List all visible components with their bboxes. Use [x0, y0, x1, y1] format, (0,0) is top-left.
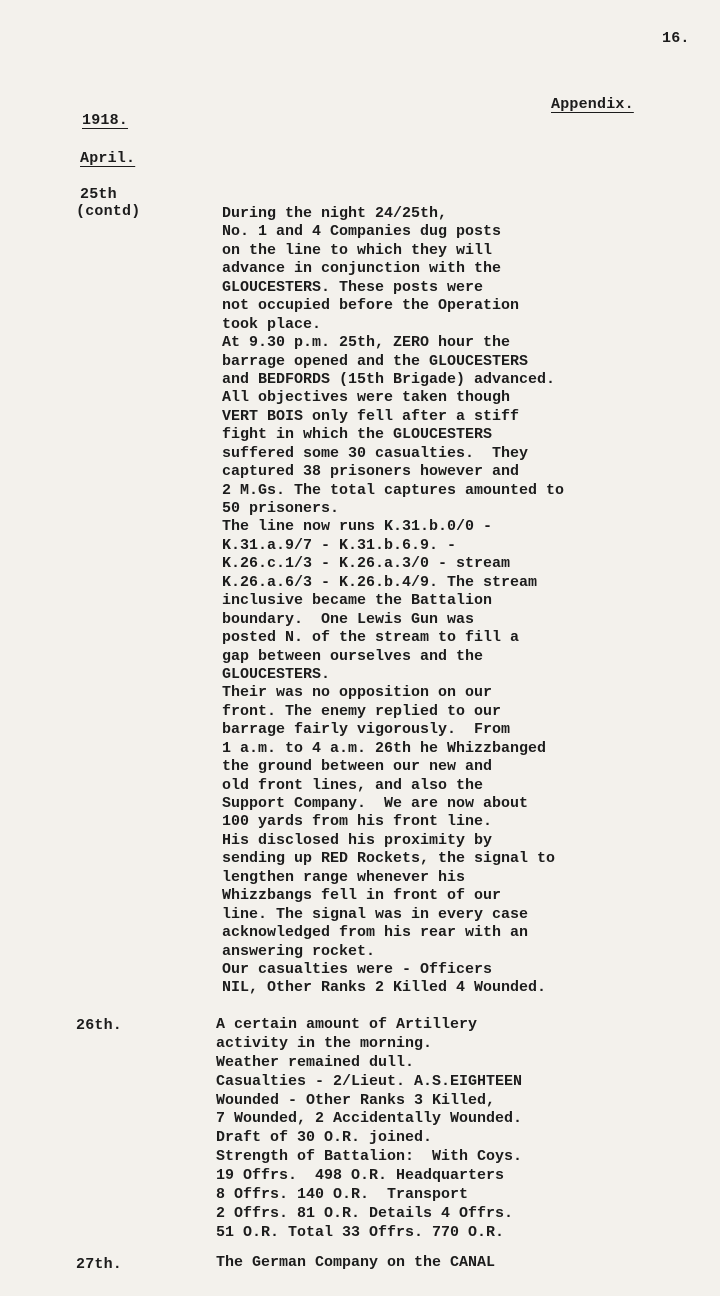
- entry-line: 1 a.m. to 4 a.m. 26th he Whizzbanged: [222, 739, 547, 757]
- entry-line: activity in the morning.: [216, 1034, 433, 1052]
- entry-line: acknowledged from his rear with an: [222, 924, 529, 942]
- entry-line: The line now runs K.31.b.0/0 -: [222, 518, 493, 536]
- entry-line: took place.: [222, 315, 322, 333]
- entry-line: not occupied before the Operation: [222, 297, 520, 315]
- entry-line: barrage fairly vigorously. From: [222, 721, 511, 739]
- entry-line: gap between ourselves and the: [222, 647, 484, 665]
- entry-body-27: [216, 1254, 495, 1272]
- entry-line: the ground between our new and: [222, 758, 493, 776]
- entry-line: posted N. of the stream to fill a: [222, 629, 520, 647]
- entry-line: GLOUCESTERS.: [222, 665, 331, 683]
- entry-date-25: 25th: [80, 186, 117, 203]
- entry-line: fight in which the GLOUCESTERS: [222, 426, 493, 444]
- entry-line: Strength of Battalion: With Coys.: [216, 1148, 523, 1166]
- entry-date-27: 27th.: [76, 1256, 123, 1273]
- entry-line: 2 M.Gs. The total captures amounted to: [222, 481, 565, 499]
- entry-line: His disclosed his proximity by: [222, 831, 493, 849]
- page-number: 16.: [662, 30, 690, 47]
- entry-line: K.26.a.6/3 - K.26.b.4/9. The stream: [222, 573, 538, 591]
- entry-date-26: 26th.: [76, 1017, 123, 1034]
- entry-line: 19 Offrs. 498 O.R. Headquarters: [216, 1167, 505, 1185]
- entry-date-note-25: (contd): [76, 203, 141, 220]
- year-heading: 1918.: [82, 112, 129, 129]
- entry-line: All objectives were taken though: [222, 389, 511, 407]
- entry-line: captured 38 prisoners however and: [222, 463, 520, 481]
- appendix-heading: Appendix.: [551, 96, 634, 113]
- entry-line: Casualties - 2/Lieut. A.S.EIGHTEEN: [216, 1072, 523, 1090]
- entry-line: answering rocket.: [222, 942, 376, 960]
- entry-line: old front lines, and also the: [222, 776, 484, 794]
- entry-line: VERT BOIS only fell after a stiff: [222, 407, 520, 425]
- entry-line: 8 Offrs. 140 O.R. Transport: [216, 1186, 469, 1204]
- entry-line: barrage opened and the GLOUCESTERS: [222, 352, 529, 370]
- entry-line: Their was no opposition on our: [222, 684, 493, 702]
- entry-line: 51 O.R. Total 33 Offrs. 770 O.R.: [216, 1223, 505, 1241]
- entry-line: Whizzbangs fell in front of our: [222, 887, 502, 905]
- entry-line: At 9.30 p.m. 25th, ZERO hour the: [222, 334, 511, 352]
- entry-line: front. The enemy replied to our: [222, 702, 502, 720]
- entry-line: line. The signal was in every case: [222, 905, 529, 923]
- entry-line: lengthen range whenever his: [222, 868, 466, 886]
- entry-line: 7 Wounded, 2 Accidentally Wounded.: [216, 1110, 523, 1128]
- entry-line: 100 yards from his front line.: [222, 813, 493, 831]
- entry-line: on the line to which they will: [222, 241, 493, 259]
- entry-line: K.26.c.1/3 - K.26.a.3/0 - stream: [222, 555, 511, 573]
- entry-line: NIL, Other Ranks 2 Killed 4 Wounded.: [222, 979, 547, 997]
- entry-line: and BEDFORDS (15th Brigade) advanced.: [222, 370, 556, 388]
- entry-line: 50 prisoners.: [222, 500, 340, 517]
- entry-body-25: [222, 205, 564, 998]
- entry-line: No. 1 and 4 Companies dug posts: [222, 223, 502, 241]
- entry-line: Weather remained dull.: [216, 1053, 415, 1071]
- entry-line: Draft of 30 O.R. joined.: [216, 1129, 433, 1147]
- entry-line: suffered some 30 casualties. They: [222, 444, 529, 462]
- month-heading: April.: [80, 150, 136, 167]
- entry-line: The German Company on the CANAL: [216, 1254, 496, 1271]
- entry-line: Support Company. We are now about: [222, 795, 529, 812]
- entry-line: boundary. One Lewis Gun was: [222, 610, 475, 628]
- entry-line: inclusive became the Battalion: [222, 592, 493, 610]
- entry-line: advance in conjunction with the: [222, 260, 502, 278]
- entry-line: GLOUCESTERS. These posts were: [222, 278, 484, 296]
- entry-line: Wounded - Other Ranks 3 Killed,: [216, 1091, 496, 1109]
- entry-line: 2 Offrs. 81 O.R. Details 4 Offrs.: [216, 1204, 514, 1222]
- entry-line: During the night 24/25th,: [222, 205, 448, 222]
- entry-body-26: [216, 1016, 522, 1243]
- entry-line: A certain amount of Artillery: [216, 1016, 478, 1033]
- entry-line: Our casualties were - Officers: [222, 960, 493, 978]
- entry-line: K.31.a.9/7 - K.31.b.6.9. -: [222, 536, 457, 554]
- entry-line: sending up RED Rockets, the signal to: [222, 850, 556, 868]
